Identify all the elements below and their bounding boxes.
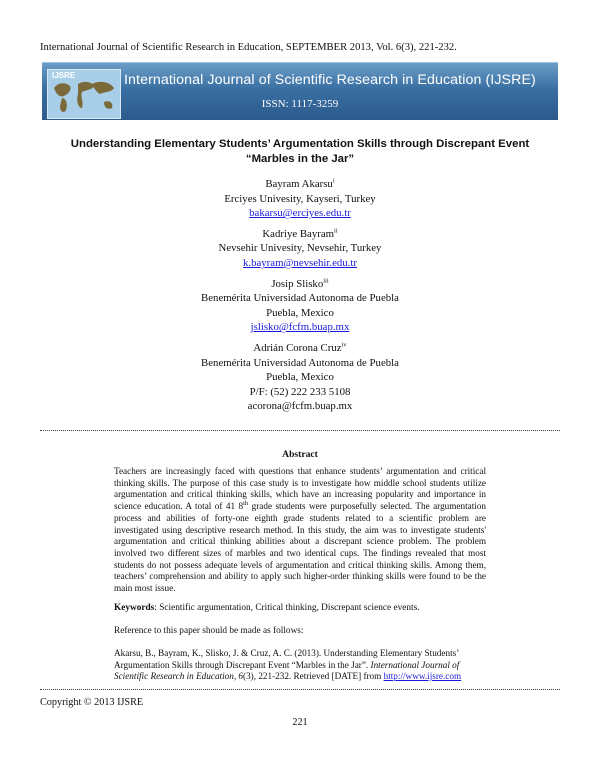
reference-intro: Reference to this paper should be made as follows:: [114, 626, 304, 636]
author-affiliation: Benemérita Universidad Autonoma de Puebla: [201, 356, 399, 369]
journal-logo: [47, 69, 121, 119]
author-email-text: acorona@fcfm.buap.mx: [247, 400, 353, 413]
reference-text-2: (3), 221-232. Retrieved [DATE] from: [243, 671, 384, 681]
author-block-2: [40, 227, 560, 271]
journal-citation-header: International Journal of Scientific Research in Education, SEPTEMBER 2013, Vol. 6(3), 221-232.: [40, 42, 457, 53]
divider-top: [40, 430, 560, 432]
paper-title: [40, 137, 560, 167]
keywords: [114, 603, 486, 613]
reference-journal: International Journal of Scientific Research in Education, 6: [114, 659, 460, 681]
author-affiliation: Benemérita Universidad Autonoma de Puebla: [201, 292, 399, 305]
abstract-text-part-2: grade students were purposefully selected. The argumentation process and abilities of forty-one eighth grade students related to a scientific problem are investigated using descriptive research method. In this study, the aim was to investigate students' argumentation and critical thinking abilities about a discrepant science problem. The problem involved two different sizes of marbles and two identical cups. The findings revealed that most students do not possess adequate levels of argumentation and critical thinking skills. Among them, teachers’ comprehension and ability to apply such higher-order thinking skills were found to be the main most issue.: [114, 501, 486, 594]
author-footnote-marker: iv: [341, 341, 347, 349]
abstract-text-part-1: Teachers are increasingly faced with questions that enhance students’ argumentation and critical thinking skills. The purpose of this case study is to investigate how middle school students utilize argumentation and critical thinking skills, which have an increasing popularity and importance in science education. A total of 41 8: [114, 466, 486, 512]
author-name: Kadriye Bayram: [262, 227, 335, 240]
abstract-heading: Abstract: [282, 449, 318, 460]
keywords-text: : Scientific argumentation, Critical thinking, Discrepant science events.: [154, 603, 420, 613]
banner-title: International Journal of Scientific Research in Education (IJSRE): [124, 72, 536, 88]
reference-url-link[interactable]: http://www.ijsre.com: [383, 671, 462, 681]
author-footnote-marker: i: [332, 177, 335, 185]
divider-bottom: [40, 689, 560, 691]
author-name: Bayram Akarsu: [265, 178, 333, 190]
abstract-ordinal-suffix: th: [243, 500, 249, 508]
author-footnote-marker: ii: [334, 227, 338, 235]
author-location: Puebla, Mexico: [266, 306, 334, 319]
author-email-link[interactable]: k.bayram@nevsehir.edu.tr: [243, 256, 357, 269]
author-phone: P/F: (52) 222 233 5108: [249, 385, 351, 398]
author-block-3: [40, 277, 560, 335]
author-name: Josip Slisko: [271, 277, 324, 290]
copyright: Copyright © 2013 IJSRE: [40, 697, 144, 708]
author-name: Adrián Corona Cruz: [253, 341, 342, 354]
paper-title-line-1: Understanding Elementary Students’ Argumentation Skills through Discrepant Event: [70, 138, 530, 150]
journal-banner: [42, 62, 558, 120]
keywords-label: Keywords: [114, 603, 155, 613]
banner-issn: ISSN: 1117-3259: [261, 98, 339, 110]
author-footnote-marker: iii: [323, 276, 329, 284]
citation-reference: [114, 648, 494, 683]
author-affiliation: Erciyes Univesity, Kayseri, Turkey: [224, 192, 376, 205]
author-list: [40, 177, 560, 420]
author-location: Puebla, Mexico: [266, 371, 334, 384]
author-block-1: [40, 177, 560, 221]
author-email-link[interactable]: bakarsu@erciyes.edu.tr: [249, 207, 351, 220]
author-email-link[interactable]: jslisko@fcfm.buap.mx: [250, 321, 350, 334]
logo-text: IJSRE: [52, 71, 76, 80]
abstract-text: [114, 466, 486, 595]
paper-title-line-2: “Marbles in the Jar”: [245, 153, 355, 165]
author-block-4: [40, 341, 560, 414]
page-number: 221: [292, 717, 308, 728]
author-affiliation: Nevsehir Univesity, Nevsehir, Turkey: [218, 242, 382, 255]
reference-text-1: Akarsu, B., Bayram, K., Slisko, J. & Cruz, A. C. (2013). Understanding Elementary Students’ Argumentation Skills through Discrepant Event “Marbles in the Jar”.: [114, 648, 459, 670]
